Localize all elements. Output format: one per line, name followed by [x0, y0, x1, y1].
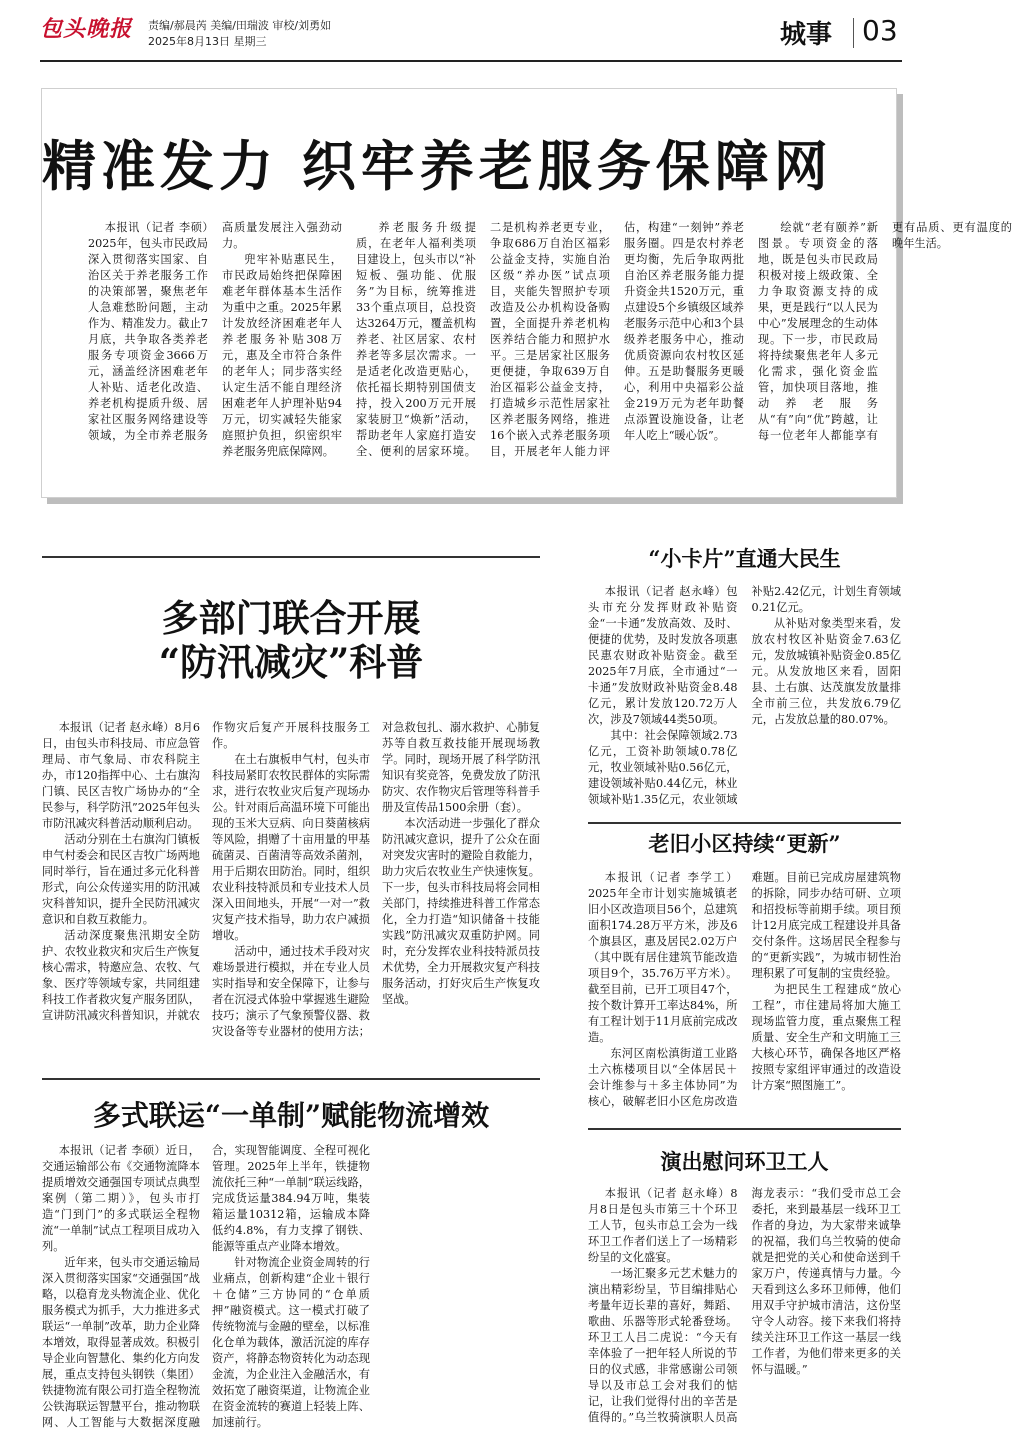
community-paragraph: 为把民生工程建成“放心工程”，市住建局将加大施工现场监管力度，重点聚焦工程质量、安全生产和文明施工三大核心环节，确保各地区严格按照专家组评审通过的改造设计方案“照图施工”。	[751, 983, 901, 1092]
logistics-headline: 多式联运“一单制”赋能物流增效	[92, 1099, 490, 1132]
flood-headline	[42, 596, 540, 684]
card-headline: “小卡片”直通大民生	[648, 546, 841, 571]
flood-paragraph: 本报讯（记者 赵永峰）8月6日，由包头市科技局、市应急管理局、市气象局、市农科院主办，市120指挥中心、土右旗沟门镇、民区吉牧广场协办的“全民参与，科学防汛”2025年包头市防汛减灾科普活动顺利启动。	[42, 721, 200, 830]
card-article-body	[588, 584, 901, 810]
flood-article-rule	[42, 556, 540, 558]
logistics-article-body	[42, 1143, 540, 1431]
sanitation-article-body	[588, 1186, 901, 1436]
logistics-paragraph: 本报讯（记者 李硕）近日，交通运输部公布《交通物流降本提质增效交通强国专项试点典型案例（第二期）》，包头市打造“门到门”的多式联运全程物流“一单制”试点工程项目成功入列。	[42, 1144, 200, 1253]
sanitation-paragraph: 本报讯（记者 赵永峰）8月8日是包头市第三十个环卫工人节，包头市总工会为一线环卫工作者们送上了一场精彩纷呈的文化盛宴。	[588, 1187, 738, 1264]
lead-headline: 精准发力 织牢养老服务保障网	[42, 134, 833, 198]
community-headline: 老旧小区持续“更新”	[648, 831, 841, 856]
lead-article-body	[88, 220, 1012, 465]
community-article-body	[588, 870, 901, 1116]
card-paragraph: 从补贴对象类型来看，发放农村牧区补贴资金7.63亿元，发放城镇补贴资金0.85亿元。从发放地区来看，固阳县、土右旗、达茂旗发放量排全市前三位，共发放6.79亿元，占发放总量的80.07%。	[751, 617, 901, 726]
flood-paragraph: 本次活动进一步强化了群众防汛减灾意识，提升了公众在面对突发灾害时的避险自救能力，助力灾后农牧业生产快速恢复。下一步，包头市科技局将会同相关部门，持续推进科普工作常态化，全力打造“知识储备＋技能实践”防汛减灾双重防护网。同时，充分发挥农业科技特派员技术优势，全力开展救灾复产科技服务活动，打好灾后生产恢复攻坚战。	[382, 817, 540, 1006]
community-article-rule	[588, 822, 901, 824]
issue-date: 2025年8月13日 星期三	[148, 35, 267, 48]
sanitation-paragraph: 一场汇聚多元艺术魅力的演出精彩纷呈，节目编排贴心考量年迈长辈的喜好，舞蹈、歌曲、乐器等形式轮番登场。环卫工人吕二虎说：“今天有幸体验了一把年轻人所说的节日的仪式感，非常感谢公司领导以及市总工会对我们的惦记，让我们觉得付出的辛苦是值得的。”乌兰牧骑演职人员高海龙表示：“我们受市总工会委托，来到最基层一线环卫工作者的身边，为大家带来诚挚的祝福，我们乌兰牧骑的使命就是把党的关心和使命送到千家万户，传递真情与力量。今天看到这么多环卫师傅，他们用双手守护城市清洁，这份坚守令人动容。接下来我们将持续关注环卫工作这一基层一线工作者，为他们带来更多的关怀与温暖。”	[588, 1187, 901, 1424]
card-paragraph: 本报讯（记者 赵永峰）包头市充分发挥财政补贴资金“一卡通”发放高效、及时、便捷的优势，及时发放各项惠民惠农财政补贴资金。截至2025年7月底，全市通过“一卡通”发放财政补贴资金8.48亿元，累计发放120.72万人次，涉及7领域44类50项。	[588, 585, 738, 726]
header-rule	[40, 60, 902, 62]
flood-paragraph: 活动分别在土右旗沟门镇板申气村委会和民区吉牧广场两地同时举行，旨在通过多元化科普形式，向公众传递实用的防汛减灾科普知识，提升全民防汛减灾意识和自救互救能力。	[42, 833, 200, 926]
logistics-article-rule	[42, 1078, 540, 1080]
lead-paragraph: 绘就“老有颐养”新图景。专项资金的落地，既是包头市民政局积极对接上级政策、全力争取资源支持的成果，更是践行“以人民为中心”发展理念的生动体现。下一步，市民政局将持续聚焦老年人多元化需求，强化资金监管，加快项目落地，推动养老服务从“有”向“优”跨越，让每一位老年人都能享有更有品质、更有温度的晚年生活。	[758, 221, 1012, 442]
page-header	[0, 0, 961, 60]
sanitation-article-rule	[588, 1128, 901, 1130]
page-number: 03	[862, 14, 898, 47]
sanitation-headline: 演出慰问环卫工人	[660, 1149, 829, 1174]
flood-headline-line2: “防汛减灾”科普	[158, 640, 424, 684]
lead-paragraph: 养老服务升级提质，在老年人福利类项目建设上，包头市以“补短板、强功能、优服务”为目标，统筹推进33个重点项目，总投资达3264万元，覆盖机构养老、社区居家、农村养老等多层次需求。一是适老化改造更贴心，依托福长期特别国债支持，投入200万元开展家装厨卫“焕新”活动，帮助老年人家庭打造安全、便利的居家环境。二是机构养老更专业，争取686万自治区福彩公益金支持，实施自治区级“养办医”试点项目，夹能失智照护专项改造及公办机构设备购置，全面提升养老机构医养结合能力和照护水平。三是居家社区服务更便捷，争取639万自治区福彩公益金支持，打造城乡示范性居家社区养老服务网络，推进16个嵌入式养老服务项目，开展老年人能力评估，构建“一刻钟”养老服务圈。四是农村养老更均衡，先后争取两批自治区养老服务能力提升资金共1520万元，重点建设5个乡镇级区域养老服务示范中心和3个县级养老服务中心，推动优质资源向农村牧区延伸。五是助餐服务更暖心，利用中央福彩公益金219万元为老年助餐点添置设施设备，让老年人吃上“暖心饭”。	[356, 221, 744, 458]
lead-paragraph: 兜牢补贴惠民生，市民政局始终把保障困难老年群体基本生活作为重中之重。2025年累计发放经济困难老年人养老服务补贴308万元，惠及全市符合条件的老年人；同步落实经认定生活不能自理经济困难老年人护理补贴94万元，切实减轻失能家庭照护负担，织密织牢养老服务兜底保障网。	[222, 253, 342, 458]
flood-paragraph: 活动深度聚焦汛期安全防护、农牧业救灾和灾后生产恢复核心需求，特邀应急、农牧、气象、医疗等领域专家，共同组建科技工作者救灾复产服务团队，宣讲防汛减灾科普知识，并就农作物灾后复产开展科技服务工作。	[42, 721, 370, 1022]
logistics-paragraph: 近年来，包头市交通运输局深入贯彻落实国家“交通强国”战略，以稳育龙头物流企业、优化服务模式为抓手，大力推进多式联运“一单制”改革，助力企业降本增效，取得显著成效。积极引导企业向智慧化、集约化方向发展，重点支持包头钢铁（集团）铁捷物流有限公司打造全程物流公铁海联运智慧平台，推动物联网、人工智能与大数据深度融合，实现智能调度、全程可视化管理。2025年上半年，铁捷物流依托三种“一单制”联运线路，完成货运量384.94万吨，集装箱运量10312箱，运输成本降低约4.8%，有力支撑了钢铁、能源等重点产业降本增效。	[42, 1144, 370, 1429]
logistics-paragraph: 针对物流企业资金周转的行业痛点，创新构建“企业＋银行＋仓储”三方协同的“仓单质押”融资模式。这一模式打破了传统物流与金融的壁垒，以标准化仓单为载体，激活沉淀的库存资产，将静态物资转化为动态现金流，为企业注入金融活水，有效拓宽了融资渠道，让物流企业在资金流转的赛道上轻装上阵、加速前行。	[212, 1256, 370, 1429]
section-name: 城事	[780, 20, 833, 50]
editor-credits: 责编/郝晨芮 美编/田瑞波 审校/刘勇如	[148, 19, 332, 32]
flood-article-body	[42, 720, 540, 1042]
card-paragraph: 其中：社会保障领域2.73亿元，工资补助领域0.78亿元，牧业领域补贴0.56亿元，建设领域补贴0.44亿元，林业领域补贴1.35亿元，农业领域补贴2.42亿元，计划生育领域0.21亿元。	[588, 585, 901, 806]
community-paragraph: 本报讯（记者 李学工）2025年全市计划实施城镇老旧小区改造项目56个，总建筑面积174.28万平方米，涉及6个旗县区，惠及居民2.02万户（其中既有居住建筑节能改造项目9个，35.76万平方米）。截至目前，已开工项目47个，按个数计算开工率达84%，所有工程计划于11月底前完成改造。	[588, 871, 738, 1044]
flood-paragraph: 在土右旗板申气村，包头市科技局紧盯农牧民群体的实际需求，进行农牧业灾后复产现场办公。针对雨后高温环境下可能出现的玉米大豆病、向日葵菌核病等风险，捐赠了十亩用量的甲基硫菌灵、百菌清等高效杀菌剂，用于后期农田防治。同时，组织农业科技特派员和专业技术人员深入田间地头，开展“一对一”救灾复产技术指导，助力农户减损增收。	[212, 753, 370, 942]
newspaper-logo: 包头晚报	[40, 16, 133, 42]
community-paragraph: 东河区南松滇街道工业路土六栋楼项目以“全体居民＋会计维参与＋多主体协同”为核心，破解老旧小区危房改造难题。目前已完成房屋建筑物的拆除，同步办结可研、立项和招投标等前期手续。项目预计12月底完成工程建设并具备交付条件。这场居民全程参与的“更新实践”，为城市韧性治理积累了可复制的宝贵经验。	[588, 871, 901, 1108]
lead-paragraph: 本报讯（记者 李硕）2025年，包头市民政局深入贯彻落实国家、自治区关于养老服务工作的决策部署，聚焦老年人急难愁盼问题，主动作为、精准发力。截止7月底，共争取各类养老服务专项资金3666万元，涵盖经济困难老年人补贴、适老化改造、养老机构提质升级、居家社区服务网络建设等领域，为全市养老服务高质量发展注入强劲动力。	[88, 221, 342, 442]
flood-paragraph: 活动中，通过技术手段对灾难场景进行模拟，并在专业人员实时指导和安全保障下，让参与者在沉浸式体验中掌握逃生避险技巧；演示了气象预警仪器、救灾设备等专业器材的使用方法；对急救包扎、溺水救护、心肺复苏等自救互救技能开展现场教学。同时，现场开展了科学防汛知识有奖竞答，免费发放了防汛防灾、农作物灾后管理等科普手册及宣传品1500余册（套）。	[212, 721, 540, 1038]
flood-headline-line1: 多部门联合开展	[161, 596, 421, 640]
header-divider	[853, 18, 854, 48]
